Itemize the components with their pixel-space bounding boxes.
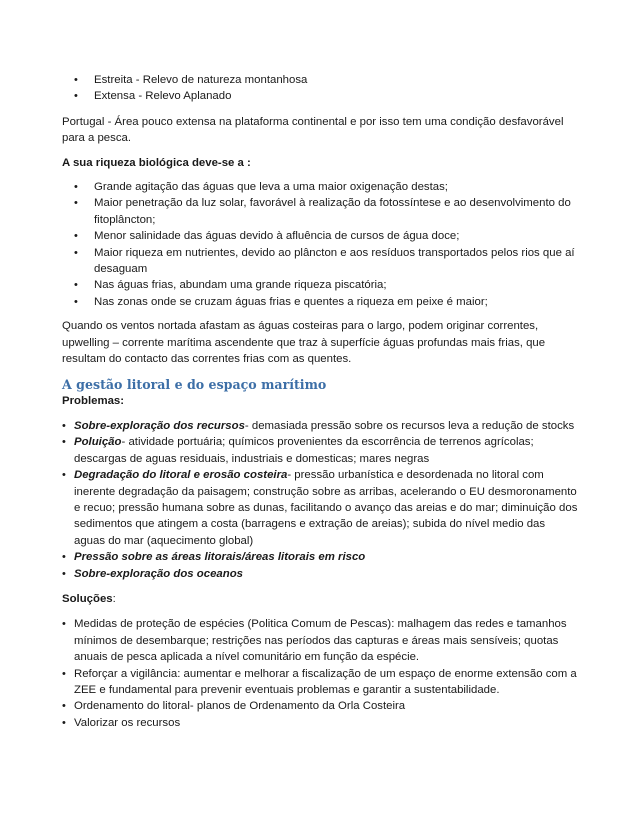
bullet-icon: • (62, 567, 66, 580)
problem-text: - pressão urbanística e desordenada no litoral com inerente degradação da paisagem; construção sobre as arribas, acelerando o EU desmoronamento e recuo; pressão humana sobre as dunas, facilitando o avanço das areias e do mar; diminuição dos sedimentos que atingem a costa (barragens e extração de areias); subida do nível medio das aguas do mar (aquecimento global) (74, 469, 578, 547)
problem-title: Poluição (74, 436, 122, 449)
problem-text: - demasiada pressão sobre os recursos leva a redução de stocks (244, 419, 575, 432)
list-item: • Maior riqueza em nutrientes, devido ao plâncton e aos resíduos transportados pelos rios que aí desaguam (74, 246, 575, 276)
list-item: • Menor salinidade das águas devido à afluência de cursos de água doce; (62, 228, 578, 244)
list-item: • Nas águas frias, abundam uma grande riqueza piscatória; (62, 277, 578, 293)
problem-text: - atividade portuária; químicos provenientes da escorrência de terrenos agrícolas; descargas de aguas residuais, industriais e domesticas; mares negras (74, 436, 534, 465)
problem-title: Sobre-exploração dos oceanos (74, 567, 244, 580)
bullet-icon: • (62, 618, 66, 631)
bullet-icon: • (62, 436, 66, 449)
solutions-label: Soluções: (62, 592, 116, 605)
problem-title: Pressão sobre as áreas litorais/áreas litorais em risco (74, 551, 366, 564)
bullet-icon: • (74, 90, 78, 103)
problems-label: Problemas: (62, 394, 125, 407)
bullet-icon: • (62, 551, 66, 564)
list-item (62, 434, 578, 467)
bullet-icon: • (74, 295, 78, 308)
upwelling-paragraph: Quando os ventos nortada afastam as águas costeiras para o largo, podem originar correntes, upwelling – corrente marítima ascendente que traz à superfície águas profundas mais frias, que resultam do contacto das correntes frias com as quentes. (62, 320, 546, 366)
list-item: • Valorizar os recursos (62, 715, 578, 731)
portugal-paragraph: Portugal - Área pouco extensa na plataforma continental e por isso tem uma condição desfavorável para a pesca. (62, 115, 564, 145)
list-item: • Ordenamento do litoral- planos de Ordenamento da Orla Costeira (62, 698, 578, 714)
list-item: • Reforçar a vigilância: aumentar e melhorar a fiscalização de um espaço de enorme extensão com a ZEE e fundamental para prevenir eventuais problemas e garantir a sustentabilidade. (62, 667, 577, 696)
solutions-list (62, 616, 578, 731)
bullet-icon: • (74, 246, 78, 259)
list-item: • Extensa - Relevo Aplanado (62, 88, 578, 104)
problem-title: Degradação do litoral e erosão costeira (74, 469, 288, 482)
biological-heading: A sua riqueza biológica deve-se a : (62, 156, 251, 169)
bullet-icon: • (74, 197, 78, 210)
problems-list (62, 418, 578, 582)
list-item: • Medidas de proteção de espécies (Politica Comum de Pescas): malhagem das redes e tamanhos mínimos de desembarque; restrições nas períodos das capturas e áreas mais sensíveis; quotas anuais de pesca aplicada a nível comunitário em função da espécie. (62, 618, 567, 664)
bullet-icon: • (74, 181, 78, 194)
list-item: • Grande agitação das águas que leva a uma maior oxigenação destas; (62, 179, 578, 195)
list-item (62, 566, 578, 582)
bullet-icon: • (62, 419, 66, 432)
bullet-icon: • (62, 469, 66, 482)
biological-list (62, 179, 578, 310)
list-item (62, 418, 578, 434)
document-page (62, 72, 578, 731)
section-heading: A gestão litoral e do espaço marítimo (62, 376, 327, 392)
list-item (62, 467, 578, 549)
problem-title: Sobre-exploração dos recursos (74, 419, 245, 432)
list-item (62, 549, 578, 565)
list-item: • Nas zonas onde se cruzam águas frias e quentes a riqueza em peixe é maior; (62, 294, 578, 310)
bullet-icon: • (74, 230, 78, 243)
bullet-icon: • (74, 74, 78, 86)
list-item: • Maior penetração da luz solar, favorável à realização da fotossíntese e ao desenvolvimento do fitoplâncton; (74, 197, 571, 226)
bullet-icon: • (62, 667, 66, 680)
list-item: • Estreita - Relevo de natureza montanhosa (62, 72, 578, 88)
bullet-icon: • (62, 716, 66, 729)
relief-list (62, 72, 578, 105)
bullet-icon: • (62, 700, 66, 713)
bullet-icon: • (74, 279, 78, 292)
